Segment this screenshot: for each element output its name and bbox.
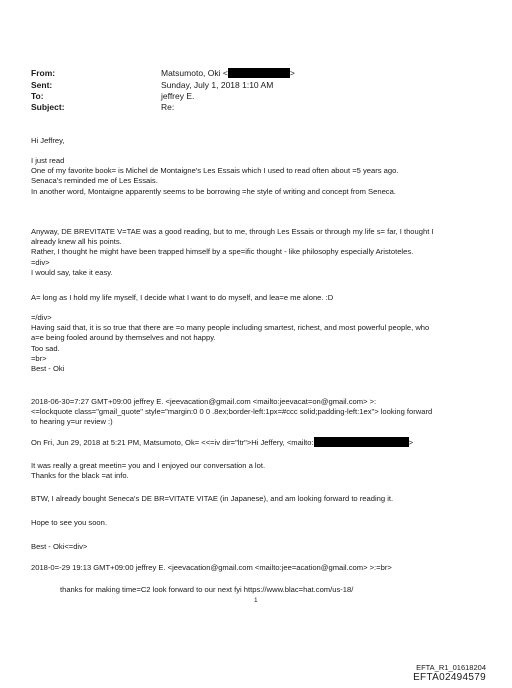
line: already knew all his points.: [31, 237, 122, 247]
quote-close: >: [408, 438, 414, 447]
quote-intro: On Fri, Jun 29, 2018 at 5:21 PM, Matsumoto, Ok= <<=iv dir="ltr">Hi Jeffery, <mailto:: [31, 438, 314, 447]
line: In another word, Montaigne apparently seems to be borrowing =he style of writing and concept from Seneca.: [31, 186, 396, 196]
paragraph-5: [31, 397, 432, 428]
line: One of my favorite book= is Michel de Montaigne's Les Essais which I used to read often about =5 years ago.: [31, 166, 399, 176]
line: Too sad.: [31, 343, 60, 353]
paragraph-11: 2018-0=-29 19:13 GMT+09:00 jeffrey E. <jeevacation@gmail.com <mailto:jee=acation@gmail.com> >:=br>: [31, 563, 392, 572]
line: <=lockquote class="gmail_quote" style="margin:0 0 0 .8ex;border-left:1px=#ccc solid;padding-left:1ex"> looking forward: [31, 407, 433, 417]
line: Anyway, DE BREVITATE V=TAE was a good reading, but to me, through Les Essais or through my life s= far, I thought I: [31, 227, 434, 236]
line: It was really a great meetin= you and I enjoyed our conversation a lot.: [31, 461, 266, 470]
line: Thanks for the black =at info.: [31, 471, 129, 481]
paragraph-1: [31, 156, 398, 197]
sent-value: Sunday, July 1, 2018 1:10 AM: [161, 80, 274, 90]
footer-code-1: EFTA_R1_01618204: [416, 663, 486, 672]
paragraph-6: [31, 437, 413, 448]
line: I just read: [31, 156, 65, 165]
sent-label: Sent:: [31, 80, 53, 90]
subject-value: Re:: [161, 102, 175, 112]
from-name: Matsumoto, Oki <: [161, 68, 228, 78]
greeting: Hi Jeffrey,: [31, 136, 65, 145]
paragraph-12: thanks for making time=C2 look forward to our next fyi https://www.blac=hat.com/us-18/: [60, 585, 354, 594]
paragraph-9: Hope to see you soon.: [31, 518, 107, 527]
line: =/div>: [31, 313, 52, 322]
paragraph-3: A= long as I hold my life myself, I decide what I want to do myself, and lea=e me alone. :D: [31, 293, 334, 302]
paragraph-7: [31, 461, 265, 481]
paragraph-10: Best - Oki<=div>: [31, 542, 88, 551]
line: I would say, take it easy.: [31, 267, 113, 277]
from-close: >: [289, 68, 295, 78]
line: Senaca's reminded me of Les Essais.: [31, 176, 158, 186]
from-label: From:: [31, 68, 56, 78]
line: 2018-06-30=7:27 GMT+09:00 jeffrey E. <jeevacation@gmail.com <mailto:jeevacat=on@gmail.com> >:: [31, 397, 377, 406]
redaction-bar: [228, 68, 290, 78]
line: =br>: [31, 353, 47, 363]
line: Rather, I thought he might have been trapped himself by a spe=ific thought - like philosophy especially Aristoteles.: [31, 247, 414, 257]
to-label: To:: [31, 91, 44, 101]
footer-code-2: EFTA02494579: [413, 672, 486, 683]
line: Best - Oki: [31, 364, 65, 374]
line: a=e being fooled around by themselves and not happy.: [31, 333, 216, 343]
paragraph-2: [31, 227, 434, 278]
paragraph-8: BTW, I already bought Seneca's DE BR=VITATE VITAE (in Japanese), and am looking forward to reading it.: [31, 494, 394, 503]
line: =div>: [31, 257, 50, 267]
line: Having said that, it is so true that there are =o many people including smartest, richest, and most powerful people, who: [31, 323, 430, 333]
from-value: [161, 68, 295, 78]
redaction-bar: [314, 437, 409, 447]
line: to hearing y=ur review :): [31, 417, 113, 427]
paragraph-4: [31, 313, 429, 374]
to-value: jeffrey E.: [161, 91, 195, 101]
subject-label: Subject:: [31, 102, 65, 112]
page-number: 1: [254, 597, 258, 604]
